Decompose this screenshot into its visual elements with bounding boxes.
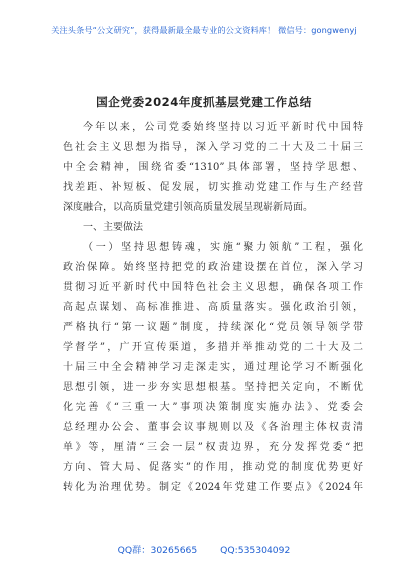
- paragraph-line: 化完善《“三重一大”事项决策制度实施办法》、党委会: [63, 402, 363, 413]
- paragraph-line: 政治保障。始终坚持把党的政治建设摆在首位，深入学习: [63, 262, 363, 273]
- paragraph-line: 总经理办公会、董事会议事规则以及《各治理主体权责清: [63, 422, 363, 433]
- paragraph-line: （一）坚持思想铸魂，实施“聚力领航”工程，强化: [83, 242, 363, 253]
- paragraph-line: 中全会精神，围绕省委“1310”具体部署，坚持学思想、: [63, 162, 363, 173]
- paragraph-line: 找差距、补短板、促发展，切实推动党建工作与生产经营: [63, 182, 363, 193]
- footer: [0, 542, 408, 556]
- paragraph-line: 贯彻习近平新时代中国特色社会主义思想，确保各项工作: [63, 282, 363, 293]
- footer-qq-group[interactable]: QQ群：30265665: [117, 545, 198, 556]
- paragraph-line: 学督学”，广开宣传渠道，多措并举推动党的二十大及二: [63, 342, 363, 353]
- paragraph-line: 色社会主义思想为指导，深入学习党的二十大及二十届三: [63, 142, 363, 153]
- paragraph-line: 高起点谋划、高标准推进、高质量落实。强化政治引领，: [63, 302, 363, 313]
- paragraph-line: 单》等，厘清“三会一层”权责边界，充分发挥党委“把: [63, 442, 363, 453]
- paragraph-line: 今年以来，公司党委始终坚持以习近平新时代中国特: [83, 122, 363, 133]
- footer-qq[interactable]: QQ:535304092: [220, 545, 291, 556]
- paragraph-line: 思想引领，进一步夯实思想根基。坚持把关定向，不断优: [63, 382, 363, 393]
- paragraph-line: 转化为治理优势。制定《2024年党建工作要点》《2024年: [63, 482, 363, 493]
- paragraph-line: 一、主要做法: [83, 222, 143, 233]
- document-body: [63, 118, 363, 498]
- paragraph-line: 深度融合，以高质量党建引领高质量发展呈现崭新局面。: [63, 202, 313, 213]
- paragraph-line: 十届三中全会精神学习走深走实，通过理论学习不断强化: [63, 362, 363, 373]
- document-title: 国企党委2024年度抓基层党建工作总结: [96, 95, 312, 109]
- paragraph-line: 方向、管大局、促落实”的作用，推动党的制度优势更好: [63, 462, 363, 473]
- paragraph-line: 严格执行“第一议题”制度，持续深化“党员领导领学带: [63, 322, 363, 333]
- top-banner[interactable]: 关注头条号“公文研究”，获得最新最全最专业的公文资料库！ 微信号：gongwenyj: [51, 25, 357, 35]
